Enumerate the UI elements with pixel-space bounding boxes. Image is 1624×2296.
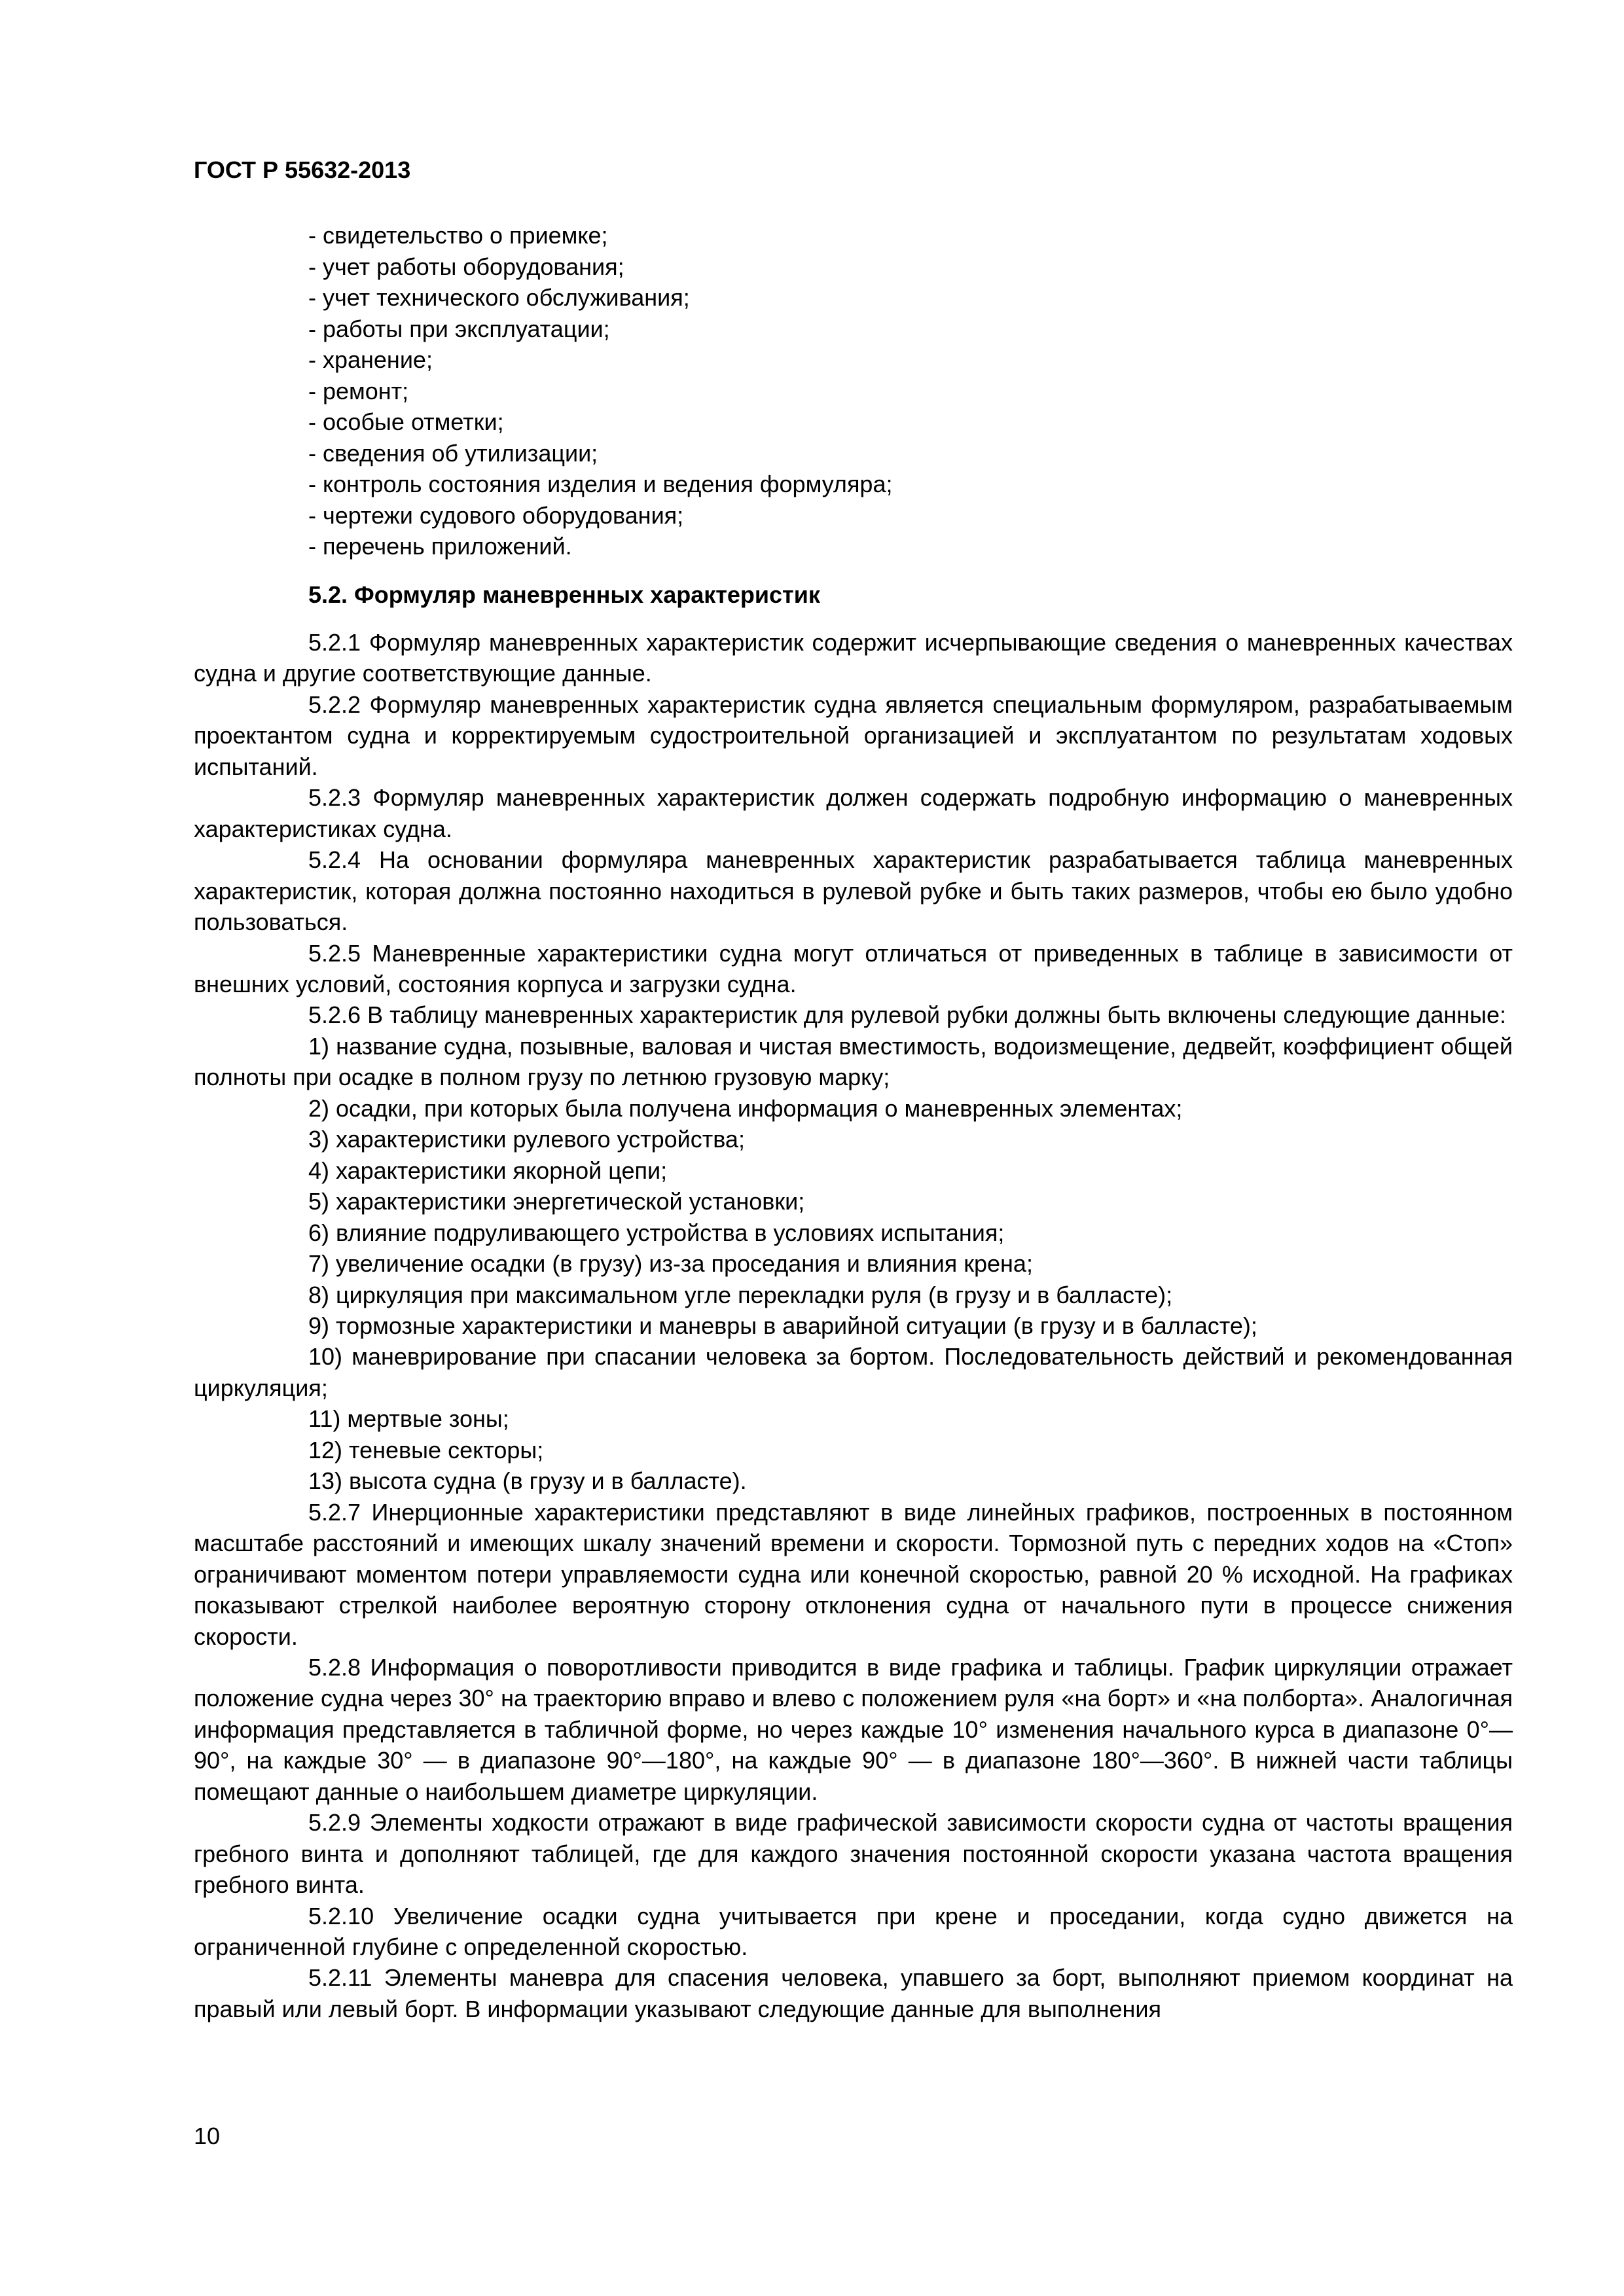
bullet-item: - ремонт;	[308, 377, 409, 404]
bullet-item: - учет работы оборудования;	[308, 253, 624, 280]
bullet-item: - свидетельство о приемке;	[308, 222, 608, 249]
bullet-item: - особые отметки;	[308, 408, 504, 435]
page-number: 10	[194, 2123, 221, 2149]
paragraph-5-2-9: 5.2.9 Элементы ходкости отражают в виде графической зависимости скорости судна от частоты вращения гребного винта и дополняют таблицей, где для каждого значения постоянной скорости указана частота вращения гребного винта.	[194, 1809, 1513, 1899]
numbered-item-9: 9) тормозные характеристики и маневры в аварийной ситуации (в грузу и в балласте);	[308, 1312, 1257, 1339]
numbered-item-8: 8) циркуляция при максимальном угле перекладки руля (в грузу и в балласте);	[308, 1281, 1173, 1308]
numbered-item-5: 5) характеристики энергетической установки;	[308, 1188, 805, 1215]
paragraph-5-2-8: 5.2.8 Информация о поворотливости приводится в виде графика и таблицы. График циркуляции отражает положение судна через 30° на траекторию вправо и влево с положением руля «на борт» и «на полборта». Аналогичная информация представляется в табличной форме, но через каждые 10° изменения начального курса в диапазоне 0°—90°, на каждые 30° — в диапазоне 90°—180°, на каждые 90° — в диапазоне 180°—360°. В нижней части таблицы помещают данные о наибольшем диаметре циркуляции.	[194, 1653, 1513, 1805]
paragraph-5-2-4: 5.2.4 На основании формуляра маневренных характеристик разрабатывается таблица маневренных характеристик, которая должна постоянно находиться в рулевой рубке и быть таких размеров, чтобы ею было удобно пользоваться.	[194, 846, 1513, 936]
paragraph-5-2-7: 5.2.7 Инерционные характеристики представляют в виде линейных графиков, построенных в постоянном масштабе расстояний и имеющих шкалу значений времени и скорости. Тормозной путь с передних ходов на «Стоп» ограничивают моментом потери управляемости судна или конечной скоростью, равной 20 % исходной. На графиках показывают стрелкой наиболее вероятную сторону отклонения судна от начального пути в процессе снижения скорости.	[194, 1498, 1513, 1650]
paragraph-5-2-10: 5.2.10 Увеличение осадки судна учитывается при крене и проседании, когда судно движется на ограниченной глубине с определенной скоростью.	[194, 1902, 1513, 1961]
numbered-item-2: 2) осадки, при которых была получена информация о маневренных элементах;	[308, 1094, 1183, 1122]
numbered-item-1: 1) название судна, позывные, валовая и чистая вместимость, водоизмещение, дедвейт, коэффициент общей полноты при осадке в полном грузу по летнюю грузовую марку;	[194, 1032, 1513, 1091]
document-code-header: ГОСТ Р 55632-2013	[194, 156, 411, 183]
numbered-item-11: 11) мертвые зоны;	[308, 1405, 509, 1433]
bullet-item: - работы при эксплуатации;	[308, 315, 610, 342]
bullet-item: - хранение;	[308, 346, 433, 373]
paragraph-5-2-11: 5.2.11 Элементы маневра для спасения человека, упавшего за борт, выполняют приемом координат на правый или левый борт. В информации указывают следующие данные для выполнения	[194, 1964, 1513, 2022]
bullet-item: - контроль состояния изделия и ведения формуляра;	[308, 471, 893, 497]
numbered-item-7: 7) увеличение осадки (в грузу) из-за проседания и влияния крена;	[308, 1250, 1033, 1278]
paragraph-5-2-2: 5.2.2 Формуляр маневренных характеристик судна является специальным формуляром, разрабатываемым проектантом судна и корректируемым судостроительной организацией и эксплуатантом по результатам ходовых испытаний.	[194, 691, 1513, 780]
body-text	[194, 627, 1513, 2024]
numbered-item-4: 4) характеристики якорной цепи;	[308, 1157, 668, 1184]
bullet-list	[308, 220, 892, 562]
bullet-item: - чертежи судового оборудования;	[308, 501, 684, 529]
numbered-item-10: 10) маневрирование при спасании человека за бортом. Последовательность действий и рекомендованная циркуляция;	[194, 1343, 1513, 1401]
paragraph-5-2-5: 5.2.5 Маневренные характеристики судна могут отличаться от приведенных в таблице в зависимости от внешних условий, состояния корпуса и загрузки судна.	[194, 939, 1513, 997]
numbered-item-12: 12) теневые секторы;	[308, 1436, 544, 1463]
bullet-item: - сведения об утилизации;	[308, 439, 598, 467]
section-heading: 5.2. Формуляр маневренных характеристик	[308, 581, 820, 608]
paragraph-5-2-6: 5.2.6 В таблицу маневренных характеристик для рулевой рубки должны быть включены следующие данные:	[308, 1001, 1507, 1029]
bullet-item: - перечень приложений.	[308, 533, 572, 560]
numbered-item-6: 6) влияние подруливающего устройства в условиях испытания;	[308, 1219, 1005, 1246]
paragraph-5-2-3: 5.2.3 Формуляр маневренных характеристик должен содержать подробную информацию о маневренных характеристиках судна.	[194, 784, 1513, 842]
numbered-item-3: 3) характеристики рулевого устройства;	[308, 1126, 745, 1153]
paragraph-5-2-1: 5.2.1 Формуляр маневренных характеристик содержит исчерпывающие сведения о маневренных качествах судна и другие соответствующие данные.	[194, 629, 1513, 687]
bullet-item: - учет технического обслуживания;	[308, 284, 690, 311]
numbered-item-13: 13) высота судна (в грузу и в балласте).	[308, 1467, 747, 1495]
